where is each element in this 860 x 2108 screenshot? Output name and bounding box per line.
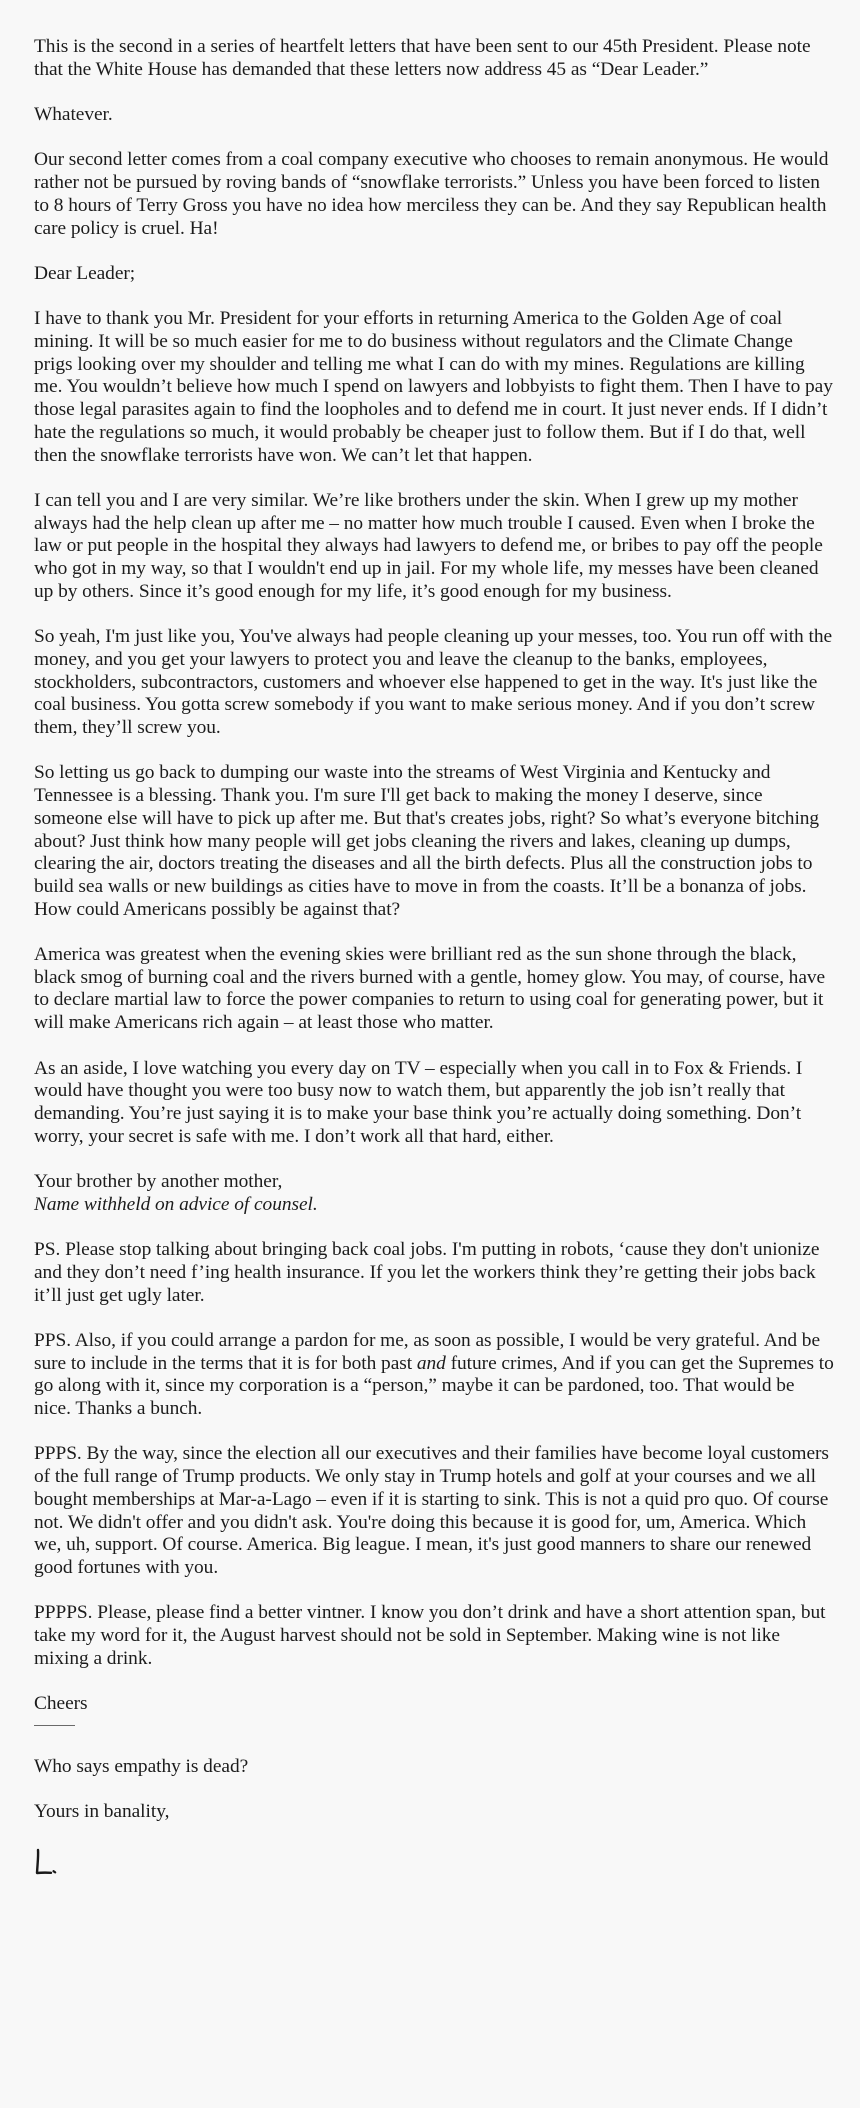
body-paragraph: I have to thank you Mr. President for your efforts in returning America to the Golden Age of coal mining. It will be so much easier for me to do business without regulators and the Climate Change prigs looking over my shoulder and telling me what I can do with my mines. Regulations are killing me. You wouldn’t believe how much I spend on lawyers and lobbyists to fight them. Then I have to pay those legal parasites again to find the loopholes and to defend me in court. It just never ends. If I didn’t hate the regulations so much, it would probably be cheaper just to follow them. But if I do that, well then the snowflake terrorists have won. We can’t let that happen. <box>34 308 833 466</box>
letter-body <box>34 36 834 1883</box>
pps-text-after: future crimes, And if you can get the Supremes to go along with it, since my corporation is a “person,” maybe it can be pardoned, too. That would be nice. Thanks a bunch. <box>34 1352 834 1419</box>
intro-paragraph-3: Our second letter comes from a coal company executive who chooses to remain anonymous. He would rather not be pursued by roving bands of “snowflake terrorists.” Unless you have been forced to listen to 8 hours of Terry Gross you have no idea how merciless they can be. And they say Republican health care policy is cruel. Ha! <box>34 149 829 239</box>
body-paragraph: So yeah, I'm just like you, You've always had people cleaning up your messes, too. You run off with the money, and you get your lawyers to protect you and leave the cleanup to the banks, employees, stockholders, subcontractors, customers and whoever else happened to get in the way. It's just like the coal business. You gotta screw somebody if you want to make serious money. And if you don’t screw them, they’ll screw you. <box>34 626 833 738</box>
signoff: Yours in banality, <box>34 1801 170 1823</box>
closing-name: Name withheld on advice of counsel. <box>34 1193 318 1215</box>
closing-line: Your brother by another mother, <box>34 1171 283 1192</box>
question-line: Who says empathy is dead? <box>34 1755 249 1777</box>
closing <box>34 1171 834 1216</box>
postscript-ps: PS. Please stop talking about bringing back coal jobs. I'm putting in robots, ‘cause they don't unionize and they don’t need f’ing health insurance. If you let the workers think they’re getting their jobs back it’ll just get ugly later. <box>34 1239 820 1306</box>
intro-paragraph-2: Whatever. <box>34 104 113 126</box>
body-paragraph: America was greatest when the evening skies were brilliant red as the sun shone through the black, black smog of burning coal and the rivers burned with a gentle, homey glow. You may, of course, have to declare martial law to force the power companies to return to using coal for generating power, but it will make Americans rich again – at least those who matter. <box>34 944 826 1034</box>
divider-rule <box>34 1725 75 1726</box>
pps-emphasis: and <box>416 1352 446 1374</box>
intro-paragraph-1: This is the second in a series of heartfelt letters that have been sent to our 45th President. Please note that the White House has demanded that these letters now address 45 as “Dear Leader.” <box>34 36 811 80</box>
body-paragraph: As an aside, I love watching you every day on TV – especially when you call in to Fox & Friends. I would have thought you were too busy now to watch them, but apparently the job isn’t really that demanding. You’re just saying it is to make your base think you’re actually doing something. Don’t worry, your secret is safe with me. I don’t work all that hard, either. <box>34 1057 803 1147</box>
body-paragraph: I can tell you and I are very similar. We’re like brothers under the skin. When I grew up my mother always had the help clean up after me – no matter how much trouble I caused. Even when I broke the law or put people in the hospital they always had lawyers to defend me, or bribes to pay off the people who got in my way, so that I wouldn't end up in jail. For my whole life, my messes have been cleaned up by others. Since it’s good enough for my life, it’s good enough for my business. <box>34 489 823 602</box>
postscript-pppps: PPPPS. Please, please find a better vintner. I know you don’t drink and have a short attention span, but take my word for it, the August harvest should not be sold in September. Making wine is not like mixing a drink. <box>34 1602 826 1669</box>
signature-initial <box>34 1847 834 1884</box>
postscript-pps <box>34 1330 834 1421</box>
postscript-ppps: PPPS. By the way, since the election all our executives and their families have become loyal customers of the full range of Trump products. We only stay in Trump hotels and golf at your courses and we all bought memberships at Mar-a-Lago – even if it is starting to sink. This is not a quid pro quo. Of course not. We didn't offer and you didn't ask. You're doing this because it is good for, um, America. Which we, uh, support. Of course. America. Big league. I mean, it's just good manners to share our renewed good fortunes with you. <box>34 1443 829 1578</box>
cheers: Cheers <box>34 1693 88 1715</box>
salutation: Dear Leader; <box>34 262 136 284</box>
body-paragraph: So letting us go back to dumping our waste into the streams of West Virginia and Kentucky and Tennessee is a blessing. Thank you. I'm sure I'll get back to making the money I deserve, since someone else will have to pick up after me. But that's creates jobs, right? So what’s everyone bitching about? Just think how many people will get jobs cleaning the rivers and lakes, cleaning up dumps, clearing the air, doctors treating the diseases and all the birth defects. Plus all the construction jobs to build sea walls or new buildings as cities have to move in from the coasts. It’ll be a bonanza of jobs. How could Americans possibly be against that? <box>34 762 820 920</box>
pps-text-before: PPS. Also, if you could arrange a pardon for me, as soon as possible, I would be very grateful. And be sure to include in the terms that it is for both past <box>34 1329 820 1374</box>
signature-mark <box>34 1847 60 1877</box>
